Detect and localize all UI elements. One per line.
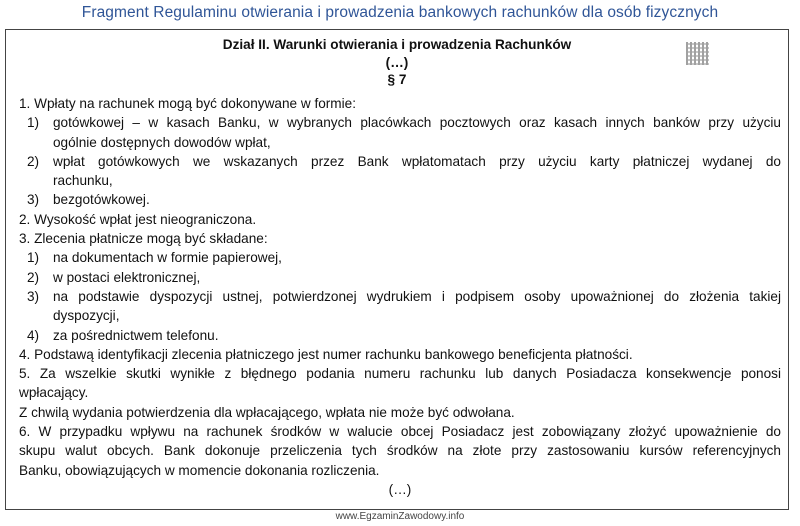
list-item: 6. W przypadku wpływu na rachunek środków w walucie obcej Posiadacz jest zobowiązany złożyć upoważnienie do [19, 424, 781, 440]
list-text: wpłat gotówkowych we wskazanych przez Bank wpłatomatach przy użyciu karty płatniczej wydanej do [53, 153, 781, 169]
list-item [19, 113, 781, 152]
list-text: ogólnie dostępnych dowodów wpłat, [53, 134, 271, 150]
list-item [19, 326, 781, 345]
regulation-text [19, 94, 781, 499]
list-number: 3) [27, 192, 40, 208]
list-item: 2. Wysokość wpłat jest nieograniczona. [19, 211, 257, 227]
list-item [19, 190, 781, 209]
list-number: 1) [27, 250, 40, 266]
list-text: rachunku, [53, 173, 113, 189]
page-title: Fragment Regulaminu otwierania i prowadzenia bankowych rachunków dla osób fizycznych [81, 4, 719, 21]
list-text: za pośrednictwem telefonu. [53, 327, 219, 343]
source-watermark: www.EgzaminZawodowy.info [335, 511, 465, 522]
list-item: skupu walut obcych. Bank dokonuje przeliczenia tych środków na złote przy zastosowaniu kursów referencyjnych [19, 443, 781, 459]
ellipsis-top: (…) [385, 54, 409, 70]
list-text: na dokumentach w formie papierowej, [53, 250, 282, 266]
paragraph-number: § 7 [387, 72, 407, 87]
list-item: wpłacający. [19, 385, 89, 401]
list-item: 5. Za wszelkie skutki wynikłe z błędnego podania numeru rachunku lub danych Posiadacza konsekwencje ponosi [19, 366, 781, 382]
list-number: 3) [27, 288, 40, 304]
list-item: 3. Zlecenia płatnicze mogą być składane: [19, 231, 268, 247]
list-item: 1. Wpłaty na rachunek mogą być dokonywane w formie: [19, 96, 356, 111]
list-text: dyspozycji, [53, 308, 120, 324]
list-text: gotówkowej – w kasach Banku, w wybranych placówkach pocztowych oraz kasach innych banków przy użyciu [53, 115, 781, 131]
list-item [19, 248, 781, 267]
document-frame [5, 29, 789, 510]
list-item [19, 268, 781, 287]
list-item: Banku, obowiązujących w momencie dokonania rozliczenia. [19, 462, 380, 478]
list-text: na podstawie dyspozycji ustnej, potwierdzonej wydrukiem i podpisem osoby upoważnionej do złożenia takiej [53, 288, 781, 304]
section-title: Dział II. Warunki otwierania i prowadzenia Rachunków [222, 37, 572, 52]
list-number: 1) [27, 115, 40, 131]
list-item [19, 287, 781, 326]
list-text: w postaci elektronicznej, [53, 269, 201, 285]
list-item [19, 152, 781, 191]
list-number: 2) [27, 153, 40, 169]
ellipsis-bottom: (…) [388, 481, 412, 497]
list-number: 4) [27, 327, 40, 343]
list-item: 4. Podstawą identyfikacji zlecenia płatniczego jest numer rachunku bankowego beneficjenta płatności. [19, 346, 633, 362]
qr-code-icon [686, 42, 709, 65]
list-text: bezgotówkowej. [53, 192, 150, 208]
list-item: Z chwilą wydania potwierdzenia dla wpłacającego, wpłata nie może być odwołana. [19, 404, 515, 420]
list-number: 2) [27, 269, 40, 285]
